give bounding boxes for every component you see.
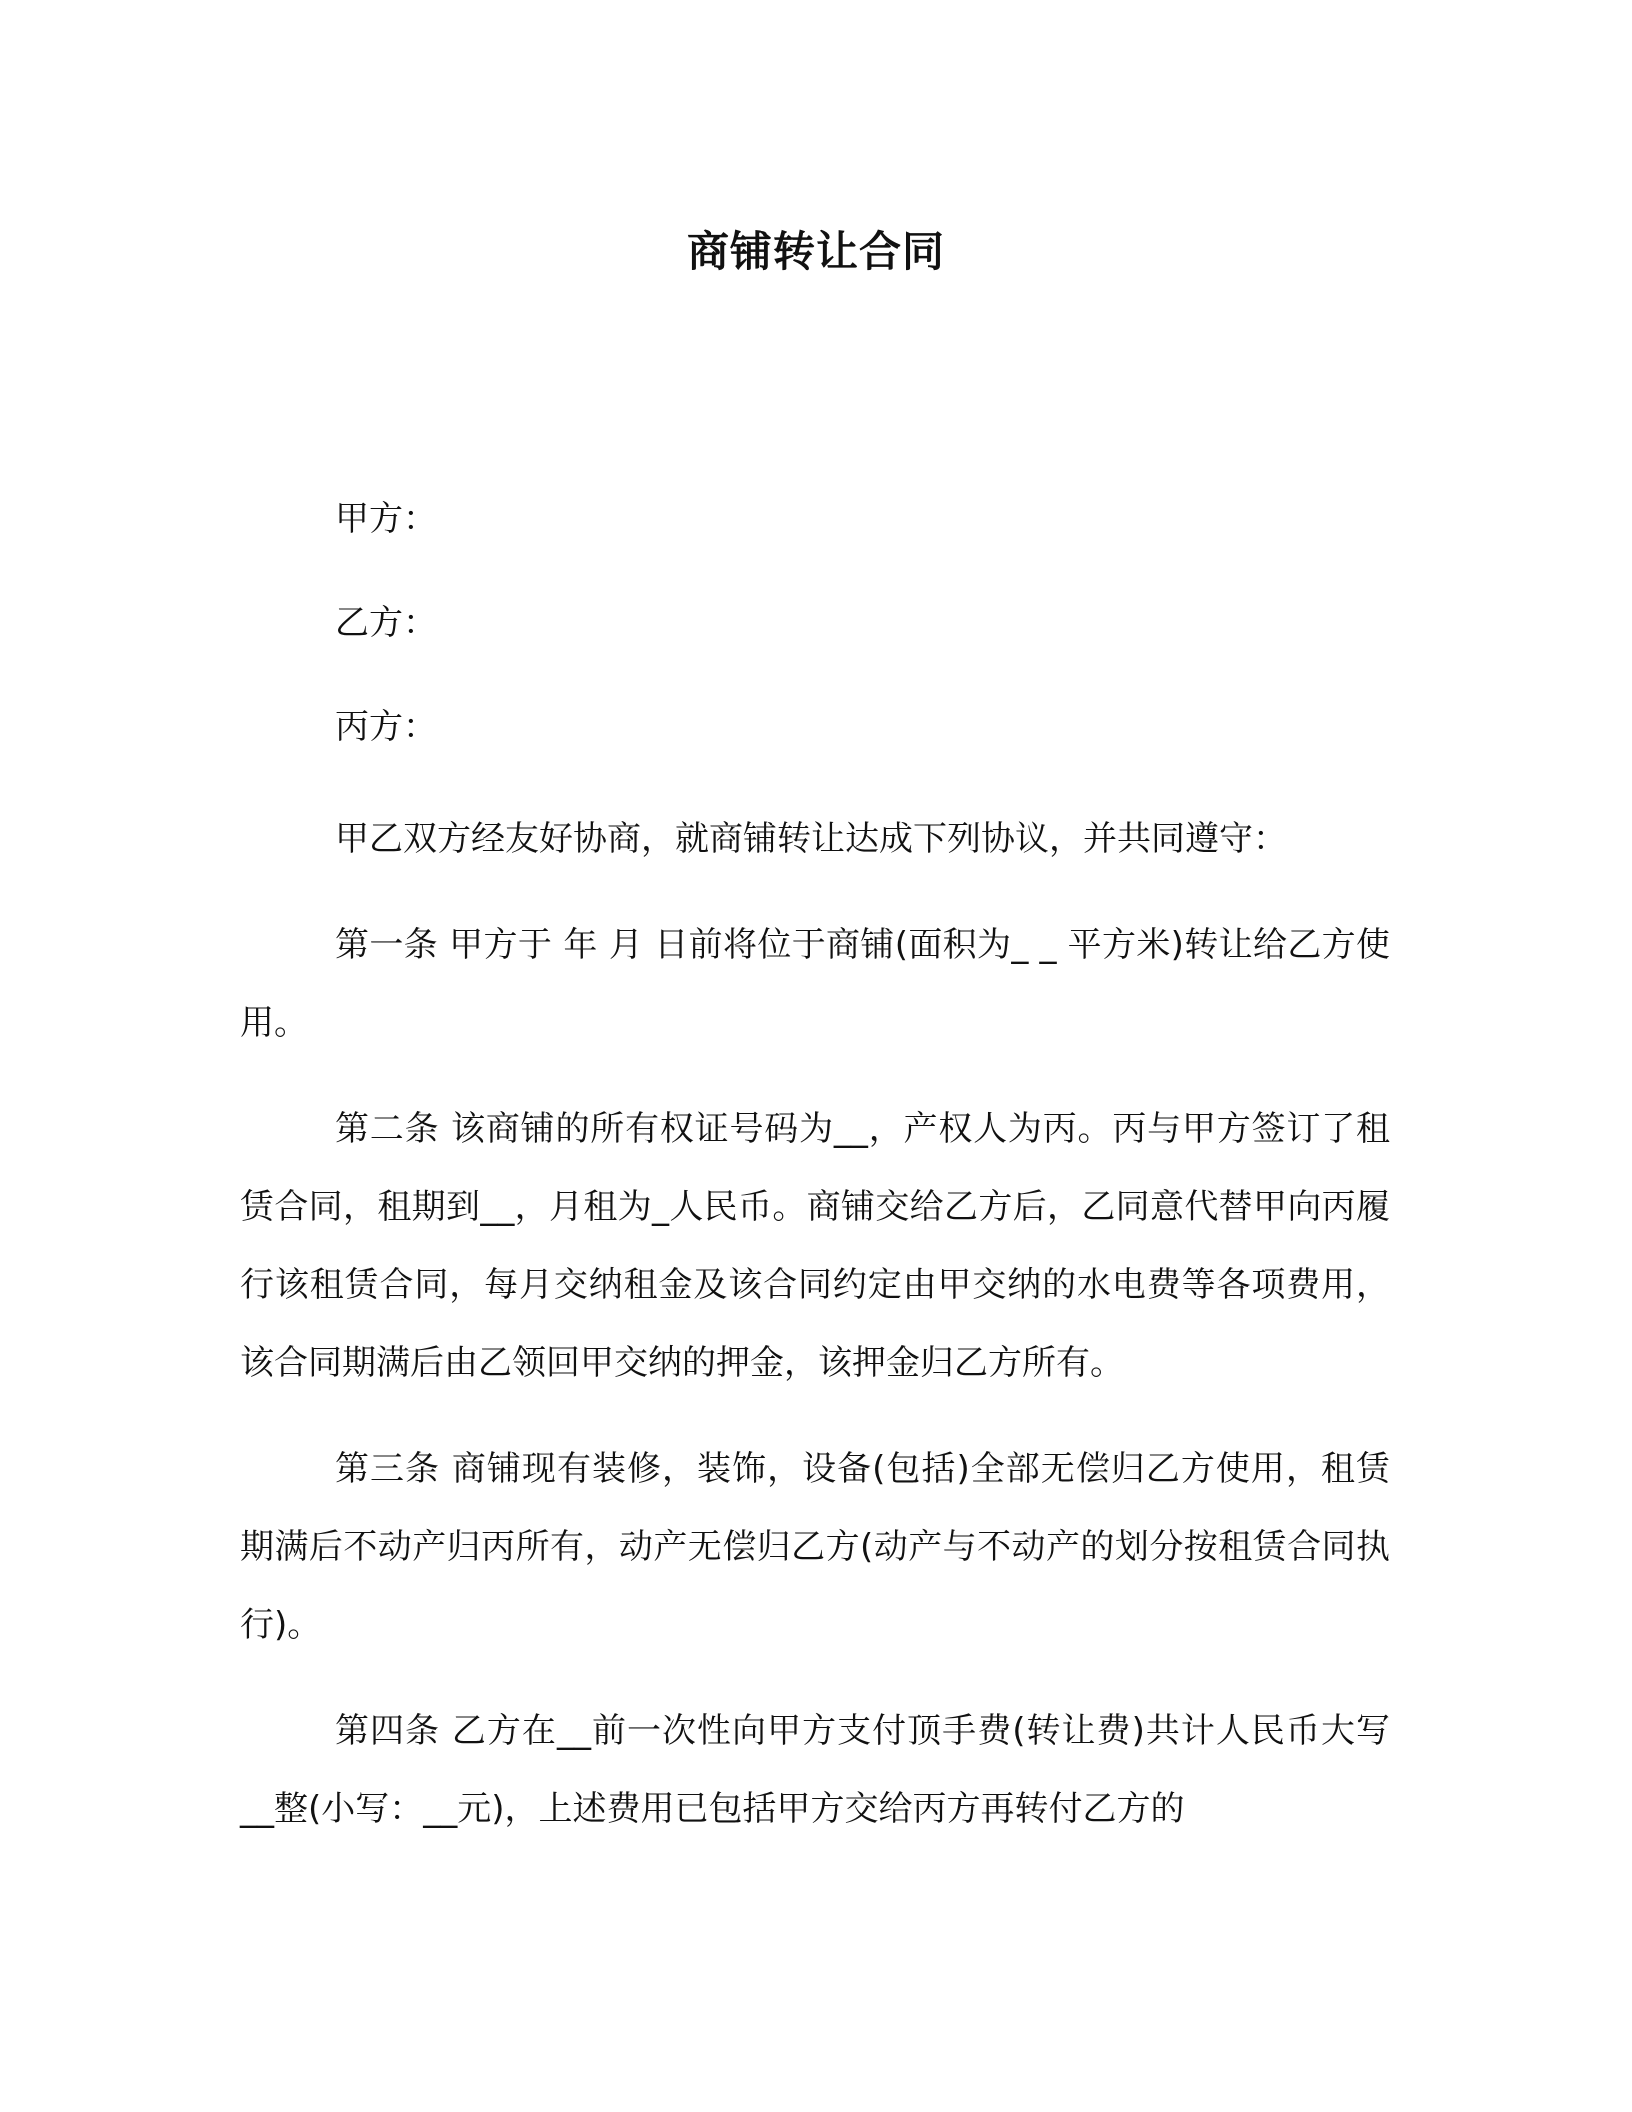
document-title: 商铺转让合同	[686, 227, 945, 276]
party-a-label: 甲方：	[335, 499, 437, 539]
intro-paragraph: 甲乙双方经友好协商，就商铺转让达成下列协议，并共同遵守：	[335, 819, 1287, 859]
article-4-paragraph: 第四条 乙方在__前一次性向甲方支付顶手费(转让费)共计人民币大写__整(小写：__元)，上述费用已包括甲方交给丙方再转付乙方的	[240, 1711, 1390, 1829]
party-b-label: 乙方：	[335, 603, 437, 643]
article-1-paragraph: 第一条 甲方于 年 月 日前将位于商铺(面积为_ _ 平方米)转让给乙方使用。	[240, 925, 1390, 1043]
article-3-paragraph: 第三条 商铺现有装修，装饰，设备(包括)全部无偿归乙方使用，租赁期满后不动产归丙所有，动产无偿归乙方(动产与不动产的划分按租赁合同执行)。	[240, 1449, 1390, 1645]
party-c-label: 丙方：	[335, 707, 437, 747]
contract-body	[240, 800, 1390, 1876]
article-2-paragraph: 第二条 该商铺的所有权证号码为__，产权人为丙。丙与甲方签订了租赁合同，租期到__，月租为_人民币。商铺交给乙方后，乙同意代替甲向丙履行该租赁合同，每月交纳租金及该合同约定由甲交纳的水电费等各项费用，该合同期满后由乙领回甲交纳的押金，该押金归乙方所有。	[240, 1109, 1390, 1383]
